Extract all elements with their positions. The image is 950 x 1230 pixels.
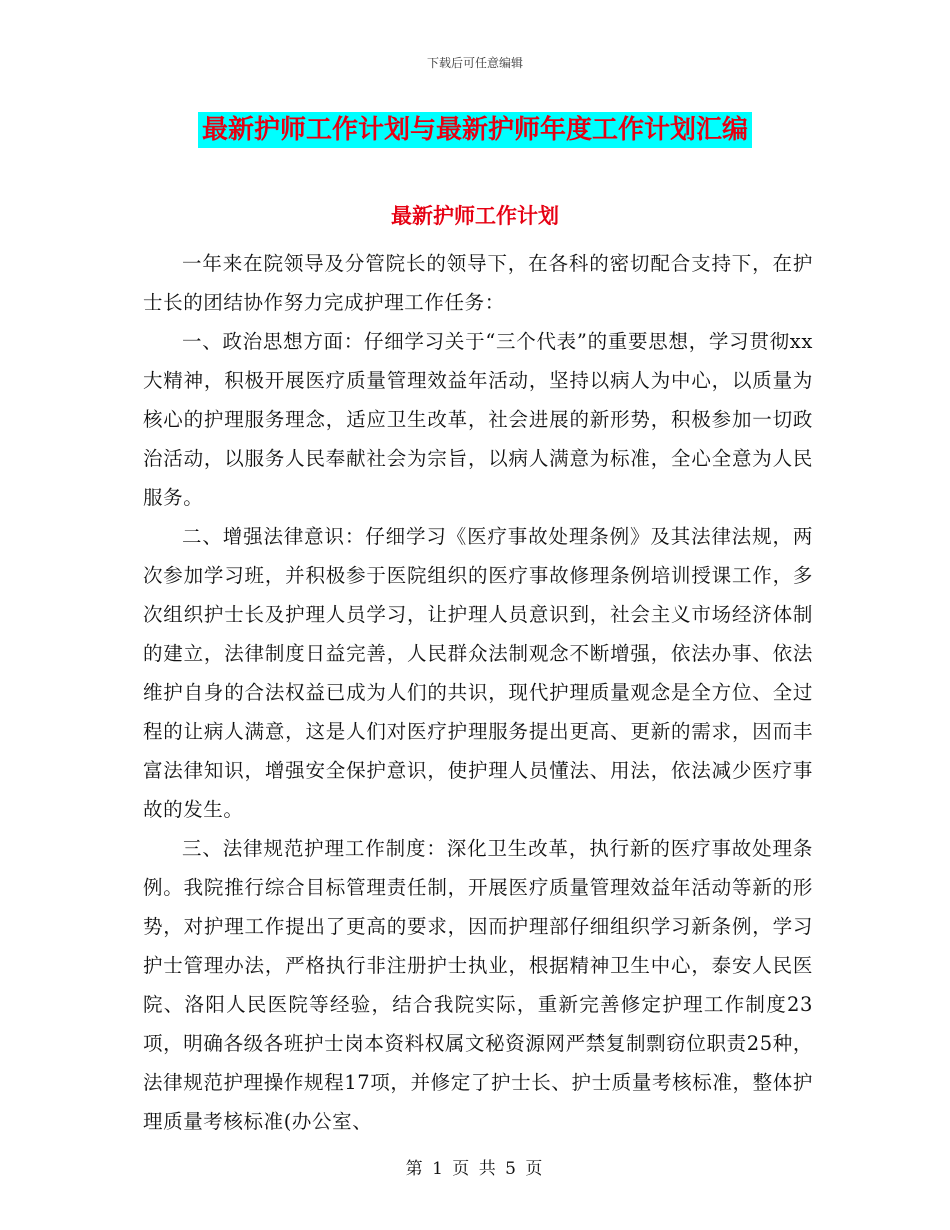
header-note: 下载后可任意编辑 [426, 56, 523, 70]
section-title: 最新护师工作计划 [391, 204, 559, 228]
body-text [143, 244, 813, 1141]
paragraph-intro: 一年来在院领导及分管院长的领导下，在各科的密切配合支持下，在护士长的团结协作努力完成护理工作任务： [143, 252, 813, 314]
document-title-container [0, 112, 950, 148]
document-title: 最新护师工作计划与最新护师年度工作计划汇编 [198, 112, 752, 148]
paragraph-nursing-rules: 三、法律规范护理工作制度：深化卫生改革，执行新的医疗事故处理条例。我院推行综合目标管理责任制，开展医疗质量管理效益年活动等新的形势，对护理工作提出了更高的要求，因而护理部仔细组织学习新条例，学习护士管理办法，严格执行非注册护士执业，根据精神卫生中心，泰安人民医院、洛阳人民医院等经验，结合我院实际，重新完善修定护理工作制度23项，明确各级各班护士岗本资料权属文秘资源网严禁复制剽窃位职责25种，法律规范护理操作规程17项，并修定了护士长、护士质量考核标准，整体护理质量考核标准(办公室、 [143, 837, 813, 1133]
paragraph-legal-awareness: 二、增强法律意识：仔细学习《医疗事故处理条例》及其法律法规，两次参加学习班，并积极参于医院组织的医疗事故修理条例培训授课工作，多次组织护士长及护理人员学习，让护理人员意识到，社会主义市场经济体制的建立，法律制度日益完善，人民群众法制观念不断增强，依法办事、依法维护自身的合法权益已成为人们的共识，现代护理质量观念是全方位、全过程的让病人满意，这是人们对医疗护理服务提出更高、更新的需求，因而丰富法律知识，增强安全保护意识，使护理人员懂法、用法，依法减少医疗事故的发生。 [143, 525, 813, 821]
paragraph-political-thought: 一、政治思想方面：仔细学习关于“三个代表”的重要思想，学习贯彻xx大精神，积极开展医疗质量管理效益年活动，坚持以病人为中心，以质量为核心的护理服务理念，适应卫生改革，社会进展的新形势，积极参加一切政治活动，以服务人民奉献社会为宗旨，以病人满意为标准，全心全意为人民服务。 [143, 330, 813, 509]
page-footer: 第 1 页 共 5 页 [405, 1159, 545, 1179]
